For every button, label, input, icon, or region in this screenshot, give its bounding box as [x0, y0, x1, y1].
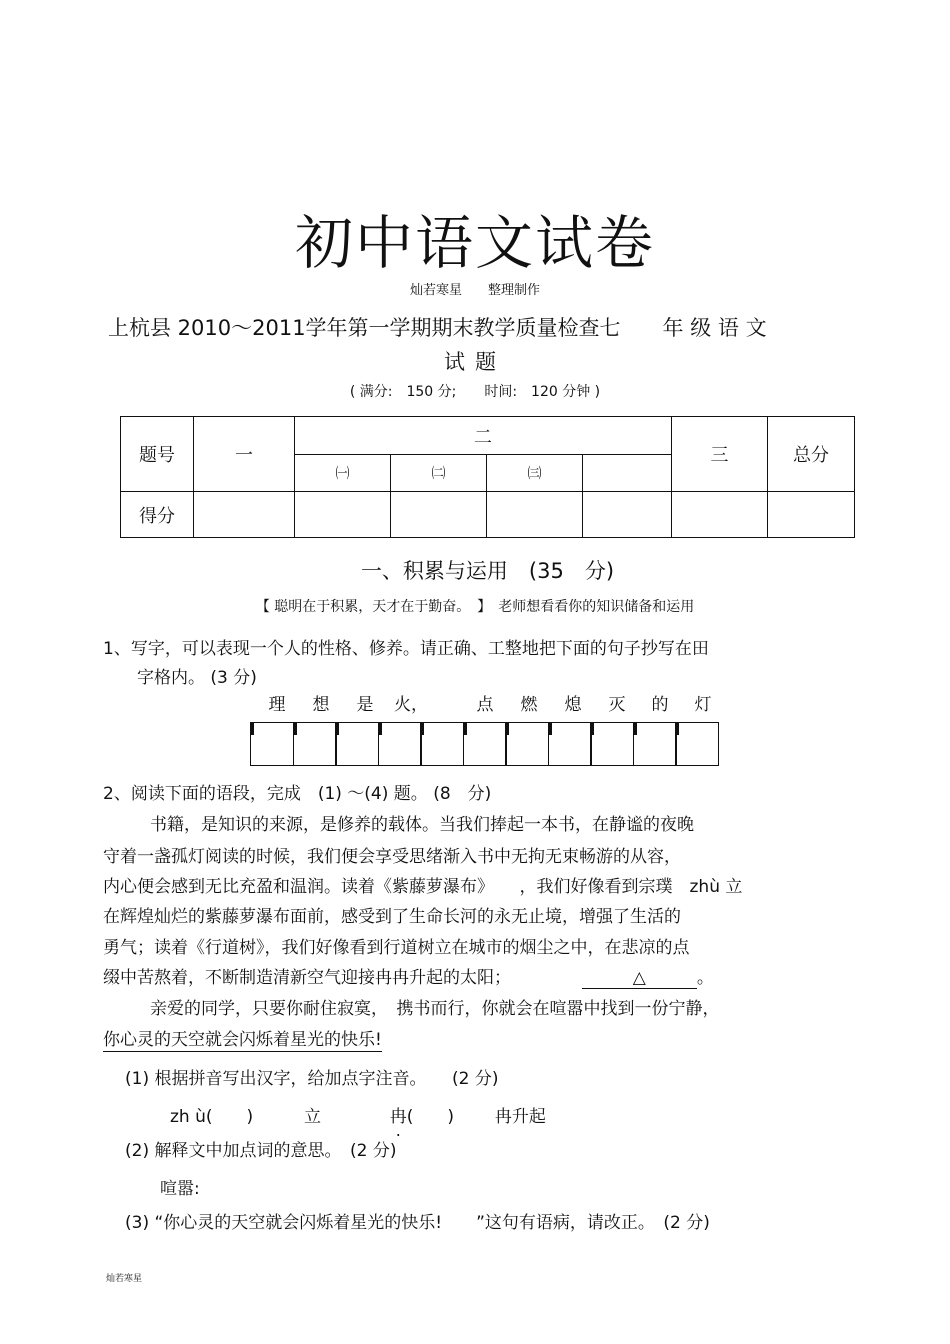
ran-ran-shengqi: 冉升起	[494, 1107, 546, 1127]
maker-line: 灿若寒星 整理制作	[409, 283, 540, 298]
q2-sub2: (2) 解释文中加点词的意思。 (2 分)	[125, 1141, 397, 1161]
pinyin-item	[170, 1102, 546, 1127]
copy-char: 灭	[608, 695, 626, 715]
score-cell[interactable]	[487, 492, 583, 538]
motto: 【 聪明在于积累，天才在于勤奋。 】 老师想看看你的知识储备和运用	[255, 599, 695, 615]
exam-title-continued: 试题	[444, 350, 506, 374]
copy-char: 熄	[564, 695, 582, 715]
score-cell[interactable]	[583, 492, 672, 538]
tianzige-cell[interactable]	[463, 722, 507, 766]
dotted-char-ran: 冉	[389, 1107, 407, 1127]
answer-blank[interactable]: △	[582, 968, 697, 989]
q2-sub2-word: 喧嚣:	[160, 1179, 200, 1199]
tianzige-cell[interactable]	[335, 722, 379, 766]
q2-para-line: 勇气；读着《行道树》，我们好像看到行道树立在城市的烟尘之中，在悲凉的点	[103, 938, 690, 958]
exam-title: 上杭县 2010～2011学年第一学期期末教学质量检查七 年 级 语 文	[108, 316, 767, 340]
score-cell[interactable]	[768, 492, 855, 538]
q2-para-line: 在辉煌灿烂的紫藤萝瀑布面前，感受到了生命长河的永无止境，增强了生活的	[103, 907, 681, 927]
q1-line2: 字格内。 (3 分)	[137, 668, 257, 688]
copy-char: 灯	[694, 695, 712, 715]
tianzige-cell[interactable]	[293, 722, 337, 766]
underlined-sentence: 你心灵的天空就会闪烁着星光的快乐!	[103, 1030, 382, 1050]
q1-line1: 1、写字，可以表现一个人的性格、修养。请正确、工整地把下面的句子抄写在田	[103, 639, 709, 659]
tianzige-cell[interactable]	[505, 722, 549, 766]
score-time-info: ( 满分: 150 分; 时间: 120 分钟 )	[349, 384, 601, 400]
copy-char: 火，	[394, 695, 428, 715]
q2-sub3: (3) “你心灵的天空就会闪烁着星光的快乐! ”这句有语病，请改正。 (2 分)	[125, 1213, 710, 1233]
q2-para2-line2	[103, 1025, 382, 1050]
copy-char: 点	[476, 695, 494, 715]
score-cell[interactable]	[391, 492, 487, 538]
copy-char: 理	[268, 695, 286, 715]
col-total: 总分	[768, 417, 855, 492]
ran-answer[interactable]: ( )	[406, 1107, 455, 1127]
copy-char: 的	[651, 695, 669, 715]
col-2-sub-4	[583, 455, 672, 492]
col-title: 题号	[121, 417, 194, 492]
tianzige-cell[interactable]	[633, 722, 677, 766]
copy-char: 燃	[520, 695, 538, 715]
tianzige-cell[interactable]	[420, 722, 464, 766]
tianzige-grid	[250, 722, 719, 765]
period: 。	[696, 968, 714, 988]
score-table	[120, 416, 855, 538]
copy-char: 是	[356, 695, 374, 715]
q2-para-line: 内心便会感到无比充盈和温润。读着《紫藤萝瀑布》 ，我们好像看到宗璞 zhù 立	[103, 877, 743, 897]
tianzige-cell[interactable]	[378, 722, 422, 766]
q2-para-line: 守着一盏孤灯阅读的时候，我们便会享受思绪渐入书中无拘无束畅游的从容，	[103, 847, 681, 867]
tianzige-cell[interactable]	[675, 722, 719, 766]
col-2-sub-3: ㈢	[487, 455, 583, 492]
score-cell[interactable]	[194, 492, 295, 538]
col-2-sub-1: ㈠	[295, 455, 391, 492]
score-cell[interactable]	[295, 492, 391, 538]
copy-char: 想	[312, 695, 330, 715]
col-1: 一	[194, 417, 295, 492]
char-li: 立	[303, 1107, 321, 1127]
q2-intro: 2、阅读下面的语段，完成 (1) ～(4) 题。 (8 分)	[103, 784, 492, 804]
q2-para-line	[103, 963, 714, 989]
q2-para-text: 缀中苦熬着，不断制造清新空气迎接冉冉升起的太阳；	[103, 968, 511, 988]
score-cell[interactable]	[672, 492, 768, 538]
col-3: 三	[672, 417, 768, 492]
section-heading: 一、积累与运用 (35 分)	[360, 559, 615, 583]
q2-para-line: 书籍，是知识的来源，是修养的载体。当我们捧起一本书，在静谧的夜晚	[150, 815, 694, 835]
tianzige-cell[interactable]	[548, 722, 592, 766]
main-title: 初中语文试卷	[294, 209, 655, 277]
q2-sub1: (1) 根据拼音写出汉字，给加点字注音。 (2 分)	[125, 1069, 499, 1089]
q2-para2-line1: 亲爱的同学，只要你耐住寂寞， 携书而行，你就会在喧嚣中找到一份宁静，	[150, 999, 720, 1019]
col-2: 二	[295, 417, 672, 455]
tianzige-cell[interactable]	[590, 722, 634, 766]
tianzige-cell[interactable]	[250, 722, 294, 766]
pinyin-zhu[interactable]: zh ù( )	[170, 1107, 254, 1127]
row-score-label: 得分	[121, 492, 194, 538]
col-2-sub-2: ㈡	[391, 455, 487, 492]
footer-watermark: 灿若寒星	[106, 1274, 143, 1284]
